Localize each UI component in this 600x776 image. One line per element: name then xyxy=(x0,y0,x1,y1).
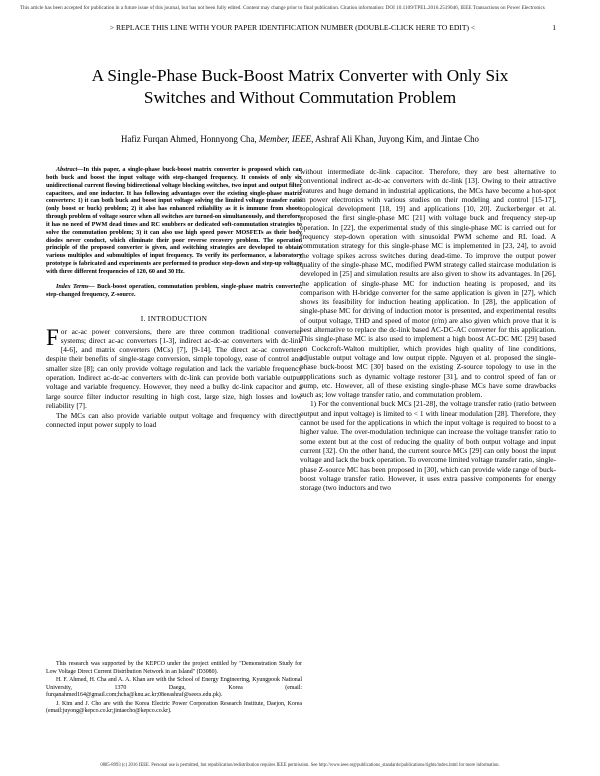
drop-cap: F xyxy=(46,324,59,350)
author-list xyxy=(50,134,550,145)
right-paragraph-2: 1) For the conventional buck MCs [21-28], the voltage transfer ratio (ratio between output and input voltage) is limited to < 1 with linear modulation [28]. Therefore, they cannot be used for the applications in which the input voltage is required to boost to a higher value. The over-modulation technique can increase the voltage transfer ratio to some extent but at the cost of reducing the quality of both output voltage and input current [32]. On the other hand, the current source MCs [29] can only boost the input voltage and lack the buck operation. To overcome limited voltage transfer ratio, single-phase Z-source MC has been proposed in [30], which can provide wide range of buck-boost voltage transfer ratio. However, it uses extra passive components for energy storage (two inductors and two xyxy=(300,399,556,493)
authors-member: Member, IEEE xyxy=(258,134,312,144)
left-column xyxy=(46,167,302,430)
paper-title: A Single-Phase Buck-Boost Matrix Converter with Only Six Switches and Without Commutation Problem xyxy=(91,66,509,107)
footnote-affiliation-1: H. F. Ahmed, H. Cha and A. A. Khan are with the School of Energy Engineering, Kyungpook National University, 1370 Daegu, Korea (email: furqanahmed164@gmail.com;hcha@knu.ac.kr;08eeashraf@seecs.edu.pk). xyxy=(46,677,302,698)
intro-paragraph-1-text: or ac-ac power conversions, there are three common traditional converter systems; direct ac-ac converters [1-3], indirect ac-dc-ac converters with dc-link [4-6], and matrix converters (MCs) [7], [9-14]. The direct ac-ac converters despite their benefits of single-stage conversion, simple topology, ease of control and smaller size [8]; can only provide voltage regulation and lack the variable frequency operation. Indirect ac-dc-ac converters with dc-link can provide both variable output voltage and variable frequency. However, they need a bulky dc-link capacitor and a large source filter inductor resulting in high cost, large size, high losses and low reliability [7]. xyxy=(46,326,302,410)
copyright-footer: 0885-8993 (c) 2016 IEEE. Personal use is permitted, but republication/redistribution requires IEEE permission. See http://www.ieee.org/publications_standards/publications/rights/index.html for more information. xyxy=(100,763,500,768)
index-terms-label: Index Terms xyxy=(56,283,89,290)
index-terms xyxy=(46,284,302,300)
abstract-text: —In this paper, a single-phase buck-boost matrix converter is proposed which can both buck and boost the input voltage with step-changed frequency. It consists of only six unidirectional current flowing bidirectional voltage blocking switches, two input and output filter capacitors, and one inductor. It has following advantages over the existing single-phase matrix converters: 1) it can both buck and boost input voltage solving the limited voltage transfer ratio (only boost or buck) problem; 2) it also has enhanced reliability as it is immune from shoot-through problem of voltage source when all switches are turned-on simultaneously, and therefore, it has no need of PWM dead times and RC snubbers or dedicated soft-commutation strategies to solve the commutation problem; 3) it can also use high speed power MOSFETs as their body diodes never conduct, which eliminate their poor reverse recovery problem. The operation principle of the proposed converter is given, and switching strategies are developed to obtain various multiples and submultiples of input frequency. To verify its performance, a laboratory prototype is fabricated and experiments are performed to produce step-down and step-up voltage with three different frequencies of 120, 60 and 30 Hz. xyxy=(46,167,302,275)
authors-suffix: , Ashraf Ali Khan, Juyong Kim, and Jintae Cho xyxy=(311,134,479,144)
intro-paragraph-1 xyxy=(46,324,302,411)
right-paragraph-1: without intermediate dc-link capacitor. Therefore, they are best alternative to conventional indirect ac-dc-ac converters with dc-link [13]. Owing to their attractive features and huge demand in industrial applications, the MCs have become a hot-spot in power electronics with various studies on their modeling and control [15-17], topological development [18, 19] and applications [10, 20]. Zuckerberger et al. proposed the first single-phase MC [21] with voltage buck and frequency step-up operation. In [22], the experimental study of this single-phase MC is carried out for frequency step-down operation with sinusoidal PWM scheme and RL load. A commutation strategy for this single-phase MC is implemented in [23, 24], to avoid the voltage spikes across switches during dead-time. To improve the output power quality of the single-phase MC, modified PWM strategy called staircase modulation is developed in [25] and simulation results are also given to show its advantages. In [26], the application of single-phase MC for induction heating is proposed, and its comparison with H-bridge converter for the same application is given in [27], which shows its feasibility for induction heating application. In [28], the application of single-phase MC for driving of induction motor is presented, and experimental results of output voltage, THD and speed of motor (r/m) are also given which prove that it is best alternative to replace the dc-link based AC-DC-AC converter for this application. This single-phase MC is also used to implement a high boost AC-DC MC [29] based on Cockcroft-Walton multiplier, which provides high quality of line conditions, adjustable output voltage and low output ripple. Nguyen et al. proposed the single-phase buck-boost MC [30] based on the existing Z-source topology to use in the applications such as dynamic voltage restorer [31], and to control speed of fan or pump, etc. However, all of these existing single-phase MCs have some drawbacks such as; low voltage transfer ratio, and commutation problem. xyxy=(300,167,556,400)
right-column xyxy=(300,167,556,492)
footnotes xyxy=(46,661,302,717)
abstract-label: Abstract xyxy=(56,167,78,173)
page-number: 1 xyxy=(552,23,556,32)
running-head-text: > REPLACE THIS LINE WITH YOUR PAPER IDENTIFICATION NUMBER (DOUBLE-CLICK HERE TO EDIT) < xyxy=(109,23,476,32)
intro-paragraph-2: The MCs can also provide variable output voltage and frequency with directly connected input power supply to load xyxy=(46,411,302,430)
abstract xyxy=(46,167,302,277)
authors-prefix: Hafiz Furqan Ahmed, Honnyong Cha, xyxy=(121,134,257,144)
footnote-affiliation-2: J. Kim and J. Cho are with the Korea Electric Power Corporation Research Institute, Daejon, Korea (email:juyong@kepco.co.kr;jintaecho@kepco.co.kr). xyxy=(46,700,302,714)
index-terms-text: — Buck-boost operation, commutation problem, single-phase matrix converter, step-changed frequency, Z-source. xyxy=(46,283,302,298)
footnote-funding: This research was supported by the KEPCO under the project entitled by "Demonstration Study for Low Voltage Direct Current Distribution Network in an Island" (D3080). xyxy=(46,661,302,675)
section-heading: I. INTRODUCTION xyxy=(140,313,208,323)
publication-banner: This article has been accepted for publication in a future issue of this journal, but has not been fully edited. Content may change prior to final publication. Citation information: DOI 10.1109/TPEL.2016.2519046, IEEE Transactions on Power Electronics xyxy=(20,5,545,11)
